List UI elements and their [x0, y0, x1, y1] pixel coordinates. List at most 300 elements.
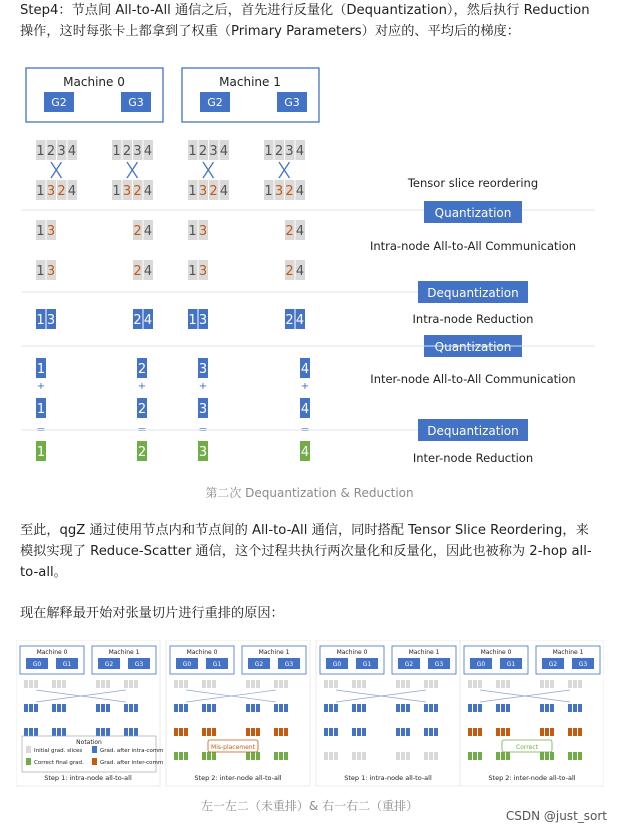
watermark: CSDN @just_sort: [505, 809, 607, 823]
mini-slice: [324, 752, 328, 760]
mini-slice: [506, 728, 510, 736]
slice-label: 3: [274, 184, 284, 199]
gpu-label: G3: [284, 96, 300, 109]
plus-sign: +: [300, 381, 310, 392]
mini-slice: [101, 704, 105, 712]
slice-label: 4: [295, 184, 305, 199]
mini-slice: [246, 680, 250, 688]
mini-slice: [324, 704, 328, 712]
mini-slice: [573, 752, 577, 760]
paragraph-reason: 现在解释最开始对张量切片进行重排的原因：: [20, 606, 284, 621]
stage-intra-reduction: Intra-node Reduction: [412, 312, 534, 326]
slice-label: 2: [122, 144, 132, 159]
mini-slice: [274, 728, 278, 736]
slice-label: 4: [143, 224, 153, 239]
mini-slice: [184, 704, 188, 712]
slice-label: 3: [46, 313, 56, 328]
slice-label: 1: [264, 144, 273, 159]
stage-dequantization: Dequantization: [427, 286, 519, 300]
mini-slice: [124, 704, 128, 712]
slice-label: 3: [46, 264, 56, 279]
slice-label: 1: [36, 402, 46, 417]
mini-slice: [406, 680, 410, 688]
slice-label: 1: [188, 184, 197, 199]
mini-slice: [357, 704, 361, 712]
mini-slice: [246, 752, 250, 760]
slice-label: 1: [112, 144, 121, 159]
slice-label: 4: [300, 362, 310, 377]
slice-label: 4: [300, 402, 310, 417]
mini-machine-label: Machine 1: [552, 649, 584, 656]
plus-sign: +: [137, 381, 147, 392]
mini-slice: [578, 728, 582, 736]
mini-slice: [256, 752, 260, 760]
mini-slice: [429, 680, 433, 688]
mini-slice: [429, 704, 433, 712]
slice-label: 1: [188, 313, 197, 328]
mini-slice: [212, 704, 216, 712]
mini-slice: [396, 728, 400, 736]
mini-slice: [473, 752, 477, 760]
slice-label: 1: [188, 224, 197, 239]
equal-sign: =: [137, 423, 147, 436]
mini-slice: [545, 728, 549, 736]
mini-slice: [29, 680, 33, 688]
mini-slice: [396, 752, 400, 760]
mini-slice: [334, 704, 338, 712]
mini-slice: [568, 752, 572, 760]
slice-label: 2: [285, 224, 294, 239]
mini-slice: [106, 728, 110, 736]
mini-slice: [279, 728, 283, 736]
mini-slice: [129, 728, 133, 736]
slice-label: 3: [46, 184, 56, 199]
mini-slice: [106, 680, 110, 688]
paragraph-summary: 至此，qgZ 通过使用节点内和节点间的 All-to-All 通信，同时搭配 Tensor Slice Reordering，来模拟实现了 Reduce-Scatter 通信，这个过程共执行两次量化和反量化，因此也被称为 2-hop all-to-all。: [20, 523, 592, 580]
slice-label: 1: [36, 313, 45, 328]
equal-sign: =: [198, 423, 208, 436]
stage-quantization: Quantization: [434, 206, 512, 220]
mini-slice: [179, 728, 183, 736]
mini-slice: [506, 704, 510, 712]
mini-slice: [29, 728, 33, 736]
slice-label: 4: [295, 224, 305, 239]
slice-label: 3: [57, 144, 66, 159]
mini-slice: [202, 704, 206, 712]
mini-gpu-label: G3: [434, 661, 444, 668]
mini-slice: [251, 704, 255, 712]
mini-slice: [540, 728, 544, 736]
mini-slice: [329, 704, 333, 712]
slice-label: 4: [67, 144, 77, 159]
mini-slice: [101, 680, 105, 688]
slice-label: 4: [143, 144, 153, 159]
mini-machine-label: Machine 0: [186, 649, 218, 656]
mini-machine-label: Machine 0: [336, 649, 368, 656]
step-label: Step 1: intra-node all-to-all: [44, 774, 132, 782]
legend-swatch: [92, 746, 97, 753]
slice-label: 4: [295, 144, 305, 159]
mini-slice: [207, 728, 211, 736]
mini-gpu-label: G0: [182, 661, 192, 668]
mini-slice: [24, 704, 28, 712]
mini-slice: [429, 728, 433, 736]
stage-intra-a2a: Intra-node All-to-All Communication: [369, 239, 577, 253]
mini-slice: [134, 728, 138, 736]
mini-slice: [473, 728, 477, 736]
stage-quantization: Quantization: [434, 340, 512, 354]
slice-label: 2: [137, 445, 147, 460]
mini-slice: [57, 728, 61, 736]
mini-slice: [434, 728, 438, 736]
legend-swatch: [26, 746, 31, 753]
gpu-label: G2: [207, 96, 223, 109]
mini-slice: [401, 752, 405, 760]
mini-slice: [134, 704, 138, 712]
note-label: Correct: [516, 744, 538, 751]
mini-slice: [545, 752, 549, 760]
mini-gpu-label: G2: [404, 661, 414, 668]
mini-slice: [568, 680, 572, 688]
mini-gpu-label: G3: [578, 661, 588, 668]
mini-slice: [324, 728, 328, 736]
slice-label: 3: [198, 264, 208, 279]
mini-slice: [106, 704, 110, 712]
slice-label: 3: [46, 224, 56, 239]
mini-slice: [362, 680, 366, 688]
mini-slice: [352, 704, 356, 712]
mini-gpu-label: G1: [362, 661, 372, 668]
mini-slice: [124, 728, 128, 736]
mini-slice: [334, 752, 338, 760]
mini-slice: [62, 680, 66, 688]
mini-slice: [424, 728, 428, 736]
mini-slice: [406, 752, 410, 760]
mini-slice: [401, 680, 405, 688]
slice-label: 4: [67, 184, 77, 199]
mini-slice: [540, 680, 544, 688]
slice-label: 3: [198, 362, 208, 377]
slice-label: 4: [143, 184, 153, 199]
slice-label: 1: [36, 264, 45, 279]
slice-label: 2: [133, 264, 142, 279]
mini-gpu-label: G2: [104, 661, 114, 668]
mini-slice: [329, 680, 333, 688]
equal-sign: =: [300, 423, 310, 436]
mini-gpu-label: G2: [548, 661, 558, 668]
mini-slice: [179, 680, 183, 688]
mini-slice: [396, 704, 400, 712]
slice-label: 4: [300, 445, 310, 460]
mini-slice: [401, 704, 405, 712]
figure-reordering-comparison: [16, 640, 604, 788]
machine-label: Machine 1: [219, 75, 281, 89]
mini-slice: [334, 728, 338, 736]
slice-label: 2: [209, 184, 218, 199]
slice-label: 1: [112, 184, 121, 199]
legend-item: Initial grad. slices: [34, 748, 83, 754]
mini-slice: [578, 680, 582, 688]
mini-slice: [473, 704, 477, 712]
slice-label: 3: [209, 144, 218, 159]
mini-slice: [362, 704, 366, 712]
mini-slice: [274, 752, 278, 760]
legend-swatch: [92, 758, 97, 765]
slice-label: 2: [137, 362, 147, 377]
slice-label: 2: [137, 402, 147, 417]
mini-machine-label: Machine 1: [108, 649, 140, 656]
mini-gpu-label: G1: [212, 661, 222, 668]
mini-gpu-label: G0: [476, 661, 486, 668]
mini-slice: [578, 704, 582, 712]
step-label: Step 2: inter-node all-to-all: [488, 774, 576, 782]
slice-label: 2: [133, 224, 142, 239]
slice-label: 3: [285, 144, 294, 159]
mini-slice: [207, 704, 211, 712]
mini-slice: [212, 752, 216, 760]
mini-slice: [540, 704, 544, 712]
slice-label: 4: [295, 264, 305, 279]
mini-slice: [96, 704, 100, 712]
legend-item: Correct final grad.: [34, 760, 84, 766]
mini-slice: [57, 680, 61, 688]
mini-slice: [29, 704, 33, 712]
mini-slice: [279, 680, 283, 688]
mini-slice: [34, 728, 38, 736]
mini-slice: [406, 704, 410, 712]
mini-slice: [52, 728, 56, 736]
mini-slice: [202, 728, 206, 736]
gpu-label: G2: [51, 96, 67, 109]
step-label: Step 1: intra-node all-to-all: [344, 774, 432, 782]
mini-slice: [501, 752, 505, 760]
mini-slice: [174, 680, 178, 688]
slice-label: 2: [198, 144, 208, 159]
mini-slice: [352, 728, 356, 736]
mini-slice: [501, 728, 505, 736]
mini-slice: [352, 752, 356, 760]
slice-label: 3: [122, 184, 132, 199]
slice-label: 4: [295, 313, 305, 328]
mini-slice: [256, 704, 260, 712]
legend-title: Notation: [76, 739, 102, 746]
mini-slice: [506, 680, 510, 688]
mini-slice: [184, 752, 188, 760]
mini-slice: [468, 752, 472, 760]
mini-slice: [34, 680, 38, 688]
mini-slice: [568, 704, 572, 712]
mini-slice: [434, 704, 438, 712]
mini-slice: [478, 728, 482, 736]
mini-slice: [334, 680, 338, 688]
mini-slice: [506, 752, 510, 760]
figure1-caption: 第二次 Dequantization & Reduction: [205, 486, 414, 500]
mini-slice: [184, 680, 188, 688]
paragraph-step4: Step4：节点间 All-to-All 通信之后，首先进行反量化（Dequantization），然后执行 Reduction 操作，这时每张卡上都拿到了权重（Primary Parameters）对应的、平均后的梯度：: [20, 3, 590, 39]
mini-gpu-label: G3: [134, 661, 144, 668]
mini-gpu-label: G2: [254, 661, 264, 668]
mini-machine-label: Machine 1: [408, 649, 440, 656]
mini-slice: [568, 728, 572, 736]
mini-slice: [57, 704, 61, 712]
mini-slice: [468, 704, 472, 712]
mini-slice: [468, 728, 472, 736]
mini-slice: [174, 752, 178, 760]
mini-slice: [501, 704, 505, 712]
mini-slice: [478, 704, 482, 712]
mini-gpu-label: G1: [506, 661, 516, 668]
mini-slice: [256, 680, 260, 688]
note-label: Mis-placement: [211, 744, 255, 751]
mini-slice: [174, 728, 178, 736]
mini-slice: [134, 680, 138, 688]
mini-slice: [573, 704, 577, 712]
step-label: Step 2: inter-node all-to-all: [194, 774, 282, 782]
slice-label: 1: [36, 362, 46, 377]
mini-gpu-label: G0: [332, 661, 342, 668]
mini-slice: [329, 728, 333, 736]
mini-slice: [34, 704, 38, 712]
mini-slice: [179, 752, 183, 760]
mini-slice: [357, 752, 361, 760]
slice-label: 2: [285, 184, 294, 199]
mini-gpu-label: G0: [32, 661, 42, 668]
mini-slice: [124, 680, 128, 688]
mini-slice: [251, 728, 255, 736]
plus-sign: +: [198, 381, 208, 392]
mini-slice: [284, 728, 288, 736]
mini-slice: [362, 752, 366, 760]
mini-slice: [550, 704, 554, 712]
mini-slice: [284, 752, 288, 760]
mini-slice: [279, 752, 283, 760]
mini-slice: [550, 728, 554, 736]
mini-slice: [184, 728, 188, 736]
slice-label: 3: [198, 184, 208, 199]
mini-slice: [496, 680, 500, 688]
mini-slice: [52, 680, 56, 688]
legend-item: Grad. after inter-comm: [100, 760, 164, 766]
mini-slice: [362, 728, 366, 736]
slice-label: 2: [285, 313, 294, 328]
machine-label: Machine 0: [63, 75, 125, 89]
mini-slice: [324, 680, 328, 688]
slice-label: 1: [188, 264, 197, 279]
slice-label: 4: [219, 184, 229, 199]
slice-label: 3: [198, 224, 208, 239]
mini-slice: [424, 680, 428, 688]
mini-slice: [279, 704, 283, 712]
slice-label: 3: [198, 402, 208, 417]
mini-slice: [101, 728, 105, 736]
mini-slice: [251, 752, 255, 760]
mini-slice: [284, 680, 288, 688]
mini-slice: [578, 752, 582, 760]
figure2-caption: 左一左二（未重排）& 右一右二（重排）: [200, 799, 419, 813]
mini-slice: [545, 704, 549, 712]
slice-label: 2: [274, 144, 284, 159]
mini-slice: [179, 704, 183, 712]
mini-slice: [406, 728, 410, 736]
stage-dequantization: Dequantization: [427, 424, 519, 438]
mini-slice: [401, 728, 405, 736]
mini-slice: [129, 704, 133, 712]
mini-slice: [256, 728, 260, 736]
mini-slice: [284, 704, 288, 712]
mini-slice: [478, 752, 482, 760]
mini-slice: [274, 704, 278, 712]
figure-dequantization-reduction: [0, 60, 619, 480]
mini-slice: [434, 752, 438, 760]
slice-label: 1: [36, 445, 46, 460]
mini-slice: [429, 752, 433, 760]
mini-slice: [357, 680, 361, 688]
mini-slice: [550, 752, 554, 760]
mini-slice: [424, 704, 428, 712]
mini-machine-label: Machine 0: [480, 649, 512, 656]
stage-inter-a2a: Inter-node All-to-All Communication: [370, 372, 576, 386]
mini-slice: [129, 680, 133, 688]
mini-slice: [52, 704, 56, 712]
mini-slice: [396, 680, 400, 688]
stage-inter-reduction: Inter-node Reduction: [412, 451, 534, 465]
mini-slice: [96, 680, 100, 688]
mini-slice: [202, 752, 206, 760]
slice-label: 1: [36, 224, 45, 239]
mini-slice: [212, 728, 216, 736]
equal-sign: =: [36, 423, 46, 436]
slice-label: 4: [143, 313, 153, 328]
mini-slice: [501, 680, 505, 688]
mini-slice: [468, 680, 472, 688]
slice-label: 1: [36, 144, 45, 159]
mini-slice: [24, 728, 28, 736]
mini-slice: [540, 752, 544, 760]
mini-slice: [573, 728, 577, 736]
mini-slice: [207, 680, 211, 688]
stage-reordering: Tensor slice reordering: [407, 176, 539, 190]
mini-slice: [329, 752, 333, 760]
mini-slice: [202, 680, 206, 688]
mini-gpu-label: G1: [62, 661, 72, 668]
mini-gpu-label: G3: [284, 661, 294, 668]
slice-label: 3: [198, 445, 208, 460]
slice-label: 4: [219, 144, 229, 159]
slice-label: 2: [57, 184, 66, 199]
mini-slice: [24, 680, 28, 688]
mini-slice: [246, 728, 250, 736]
mini-slice: [207, 752, 211, 760]
mini-machine-label: Machine 1: [258, 649, 290, 656]
slice-label: 2: [133, 184, 142, 199]
mini-slice: [496, 704, 500, 712]
mini-slice: [478, 680, 482, 688]
mini-slice: [496, 752, 500, 760]
legend-item: Grad. after intra-comm: [100, 748, 164, 754]
mini-slice: [174, 704, 178, 712]
mini-machine-label: Machine 0: [36, 649, 68, 656]
slice-label: 3: [198, 313, 208, 328]
slice-label: 1: [264, 184, 273, 199]
slice-label: 2: [285, 264, 294, 279]
mini-slice: [352, 680, 356, 688]
mini-slice: [473, 680, 477, 688]
mini-slice: [62, 728, 66, 736]
plus-sign: +: [36, 381, 46, 392]
mini-slice: [550, 680, 554, 688]
slice-label: 1: [36, 184, 45, 199]
mini-slice: [434, 680, 438, 688]
